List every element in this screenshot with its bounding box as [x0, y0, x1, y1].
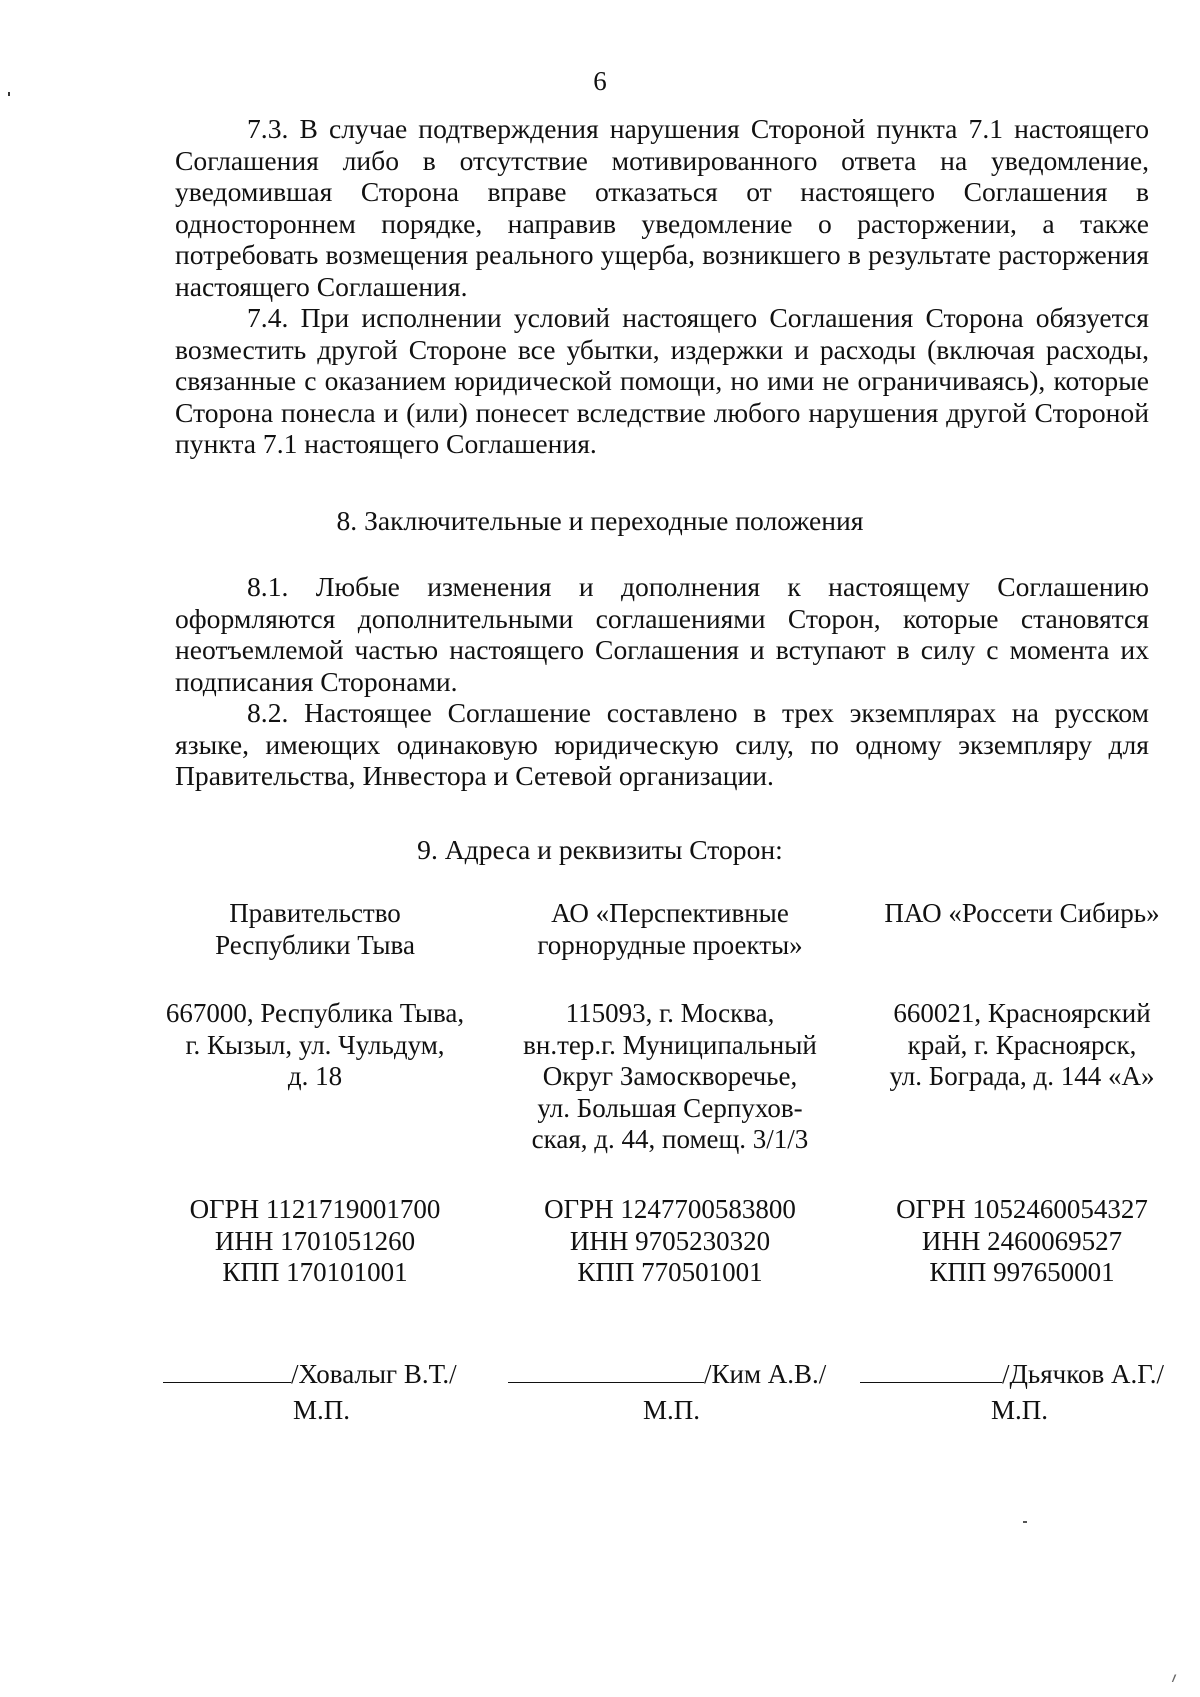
party-1-name-line: Республики Тыва: [215, 929, 415, 960]
party-1-address-line: 667000, Республика Тыва,: [165, 998, 465, 1028]
party-2-name: [500, 898, 840, 961]
party-1-signature: [163, 1358, 457, 1390]
party-3-inn: ИНН 2460069527: [921, 1225, 1123, 1256]
page-number: 6: [593, 66, 607, 96]
party-2-address-line: 115093, г. Москва,: [565, 998, 775, 1028]
paragraph-8-2: 8.2. Настоящее Соглашение составлено в трех экземплярах на русском языке, имеющих одинаковую юридическую силу, по одному экземпляру для Правительства, Инвестора и Сетевой организации.: [175, 697, 1149, 791]
party-1-address-line: г. Кызыл, ул. Чульдум,: [185, 1029, 445, 1060]
scan-artifact-dot: [1023, 1521, 1027, 1523]
party-1-name-line: Правительство: [229, 898, 401, 928]
party-3-stamp-label: М.П.: [991, 1395, 1049, 1425]
party-1-signatory: /Ховалыг В.Т./: [291, 1359, 457, 1389]
party-1-kpp: КПП 170101001: [222, 1257, 408, 1287]
party-3-address-line: ул. Бограда, д. 144 «А»: [889, 1061, 1155, 1091]
party-3-kpp: КПП 997650001: [929, 1257, 1115, 1287]
party-1-inn: ИНН 1701051260: [214, 1225, 416, 1256]
party-2-signatory: /Ким А.В./: [704, 1359, 827, 1389]
party-2-inn: ИНН 9705230320: [569, 1225, 771, 1256]
party-2-ogrn: ОГРН 1247700583800: [544, 1194, 796, 1224]
signature-line: [860, 1358, 1002, 1383]
party-1-name: [150, 898, 480, 961]
signature-line: [163, 1358, 291, 1383]
party-1-address-line: д. 18: [287, 1061, 343, 1091]
party-3-address-line: 660021, Красноярский: [893, 998, 1151, 1028]
party-2-address-line: вн.тер.г. Муниципальный: [523, 1029, 817, 1060]
party-2-signature: [508, 1358, 826, 1390]
party-3-signatory: /Дьячков А.Г./: [1002, 1359, 1165, 1389]
party-1-stamp-label: М.П.: [293, 1395, 351, 1425]
party-1-ogrn: ОГРН 1121719001700: [189, 1194, 441, 1224]
scan-artifact-corner: ؍: [1170, 1670, 1179, 1686]
party-2-name-line: горнорудные проекты»: [537, 929, 803, 960]
party-2-address-line: ская, д. 44, помещ. 3/1/3: [531, 1124, 809, 1154]
signature-line: [508, 1358, 704, 1383]
party-2-requisites: [500, 1194, 840, 1289]
party-3-address: [866, 998, 1178, 1093]
party-3-name: [866, 898, 1178, 930]
party-3-requisites: [866, 1194, 1178, 1289]
section-9-heading: 9. Адреса и реквизиты Сторон:: [417, 834, 783, 865]
party-2-address-line: Округ Замоскворечье,: [542, 1061, 798, 1091]
party-3-name-line: ПАО «Россети Сибирь»: [884, 898, 1160, 928]
party-2-stamp-label: М.П.: [643, 1395, 701, 1425]
party-2-name-line: АО «Перспективные: [551, 898, 789, 928]
party-2-kpp: КПП 770501001: [577, 1257, 763, 1287]
party-1-requisites: [150, 1194, 480, 1289]
party-1-address: [150, 998, 480, 1093]
section-7-text: [175, 113, 1149, 460]
party-3-ogrn: ОГРН 1052460054327: [896, 1194, 1148, 1224]
paragraph-7-3: 7.3. В случае подтверждения нарушения Стороной пункта 7.1 настоящего Соглашения либо в отсутствие мотивированного ответа на уведомление, уведомившая Сторона вправе отказаться от настоящего Соглашения в одностороннем порядке, направив уведомление о расторжении, а также потребовать возмещения реального ущерба, возникшего в результате расторжения настоящего Соглашения.: [175, 113, 1149, 302]
paragraph-7-4: 7.4. При исполнении условий настоящего Соглашения Сторона обязуется возместить другой Стороне все убытки, издержки и расходы (включая расходы, связанные с оказанием юридической помощи, но ими не ограничиваясь), которые Сторона понесла и (или) понесет вследствие любого нарушения другой Стороной пункта 7.1 настоящего Соглашения.: [175, 302, 1149, 459]
party-2-address-line: ул. Большая Серпухов-: [537, 1092, 803, 1123]
paragraph-8-1: 8.1. Любые изменения и дополнения к настоящему Соглашению оформляются дополнительными соглашениями Сторон, которые становятся неотъемлемой частью настоящего Соглашения и вступают в силу с момента их подписания Сторонами.: [175, 571, 1149, 697]
section-8-heading: 8. Заключительные и переходные положения: [336, 505, 864, 536]
party-3-address-line: край, г. Красноярск,: [907, 1029, 1137, 1060]
party-2-address: [500, 998, 840, 1156]
section-8-text: [175, 571, 1149, 792]
party-3-signature: [860, 1358, 1164, 1390]
